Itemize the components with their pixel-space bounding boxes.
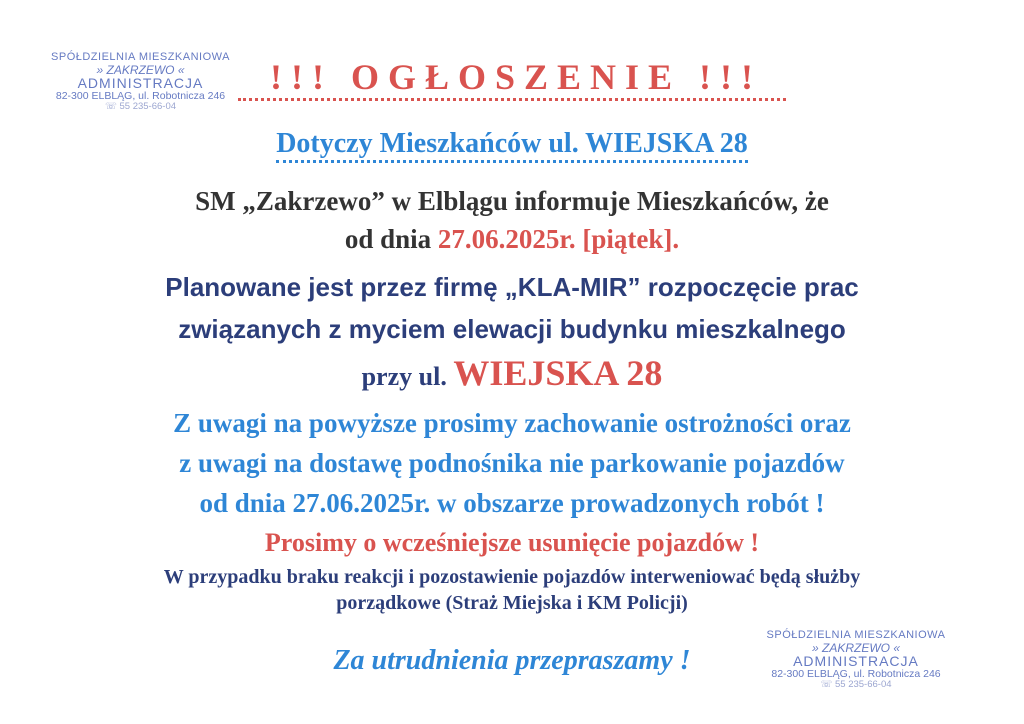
intro-line-2 (0, 224, 1024, 255)
warning-line-2: z uwagi na dostawę podnośnika nie parkowanie pojazdów (179, 448, 845, 478)
plan-line-3 (0, 352, 1024, 394)
plan-line-2: związanych z myciem elewacji budynku mieszkalnego (178, 314, 846, 344)
title-underline (238, 98, 786, 101)
intro-prefix: od dnia (344, 224, 438, 254)
apology-line: Za utrudnienia przepraszamy ! (333, 645, 691, 676)
stamp-line-5: ☏ 55 235-66-04 (104, 100, 177, 112)
start-date: 27.06.2025r. [piątek]. (437, 224, 680, 254)
stamp-line-2: » ZAKRZEWO « (811, 640, 900, 655)
request-line: Prosimy o wcześniejsze usunięcie pojazdów ! (264, 528, 760, 557)
subject-line (0, 128, 1024, 160)
stamp-line-2: » ZAKRZEWO « (96, 62, 185, 77)
stamp-bottom (762, 630, 950, 690)
warning-line-1: Z uwagi na powyższe prosimy zachowanie ostrożności oraz (173, 408, 851, 438)
consequence-line-1: W przypadku braku reakcji i pozostawienie pojazdów interweniować będą służby (163, 566, 861, 588)
stamp-line-3: ADMINISTRACJA (77, 75, 204, 92)
stamp-line-1: SPÓŁDZIELNIA MIESZKANIOWA (766, 629, 946, 641)
stamp-top (48, 52, 233, 112)
plan-address: WIEJSKA 28 (453, 353, 663, 393)
plan-prefix: przy ul. (361, 362, 454, 391)
stamp-line-3: ADMINISTRACJA (793, 653, 919, 670)
stamp-line-1: SPÓŁDZIELNIA MIESZKANIOWA (51, 51, 230, 63)
stamp-line-4: 82-300 ELBLĄG, ul. Robotnicza 246 (771, 667, 941, 680)
announcement-title: !!! OGŁOSZENIE !!! (269, 57, 762, 97)
warning-line-3: od dnia 27.06.2025r. w obszarze prowadzonych robót ! (199, 488, 825, 518)
plan-line-1: Planowane jest przez firmę „KLA-MIR” rozpoczęcie prac (165, 272, 859, 302)
intro-line-1: SM „Zakrzewo” w Elblągu informuje Mieszkańców, że (195, 186, 829, 216)
consequence-line-2: porządkowe (Straż Miejska i KM Policji) (336, 592, 688, 614)
stamp-line-4: 82-300 ELBLĄG, ul. Robotnicza 246 (55, 89, 226, 102)
subject-text: Dotyczy Mieszkańców ul. WIEJSKA 28 (276, 128, 748, 163)
stamp-line-5: ☏ 55 235-66-04 (820, 678, 892, 690)
